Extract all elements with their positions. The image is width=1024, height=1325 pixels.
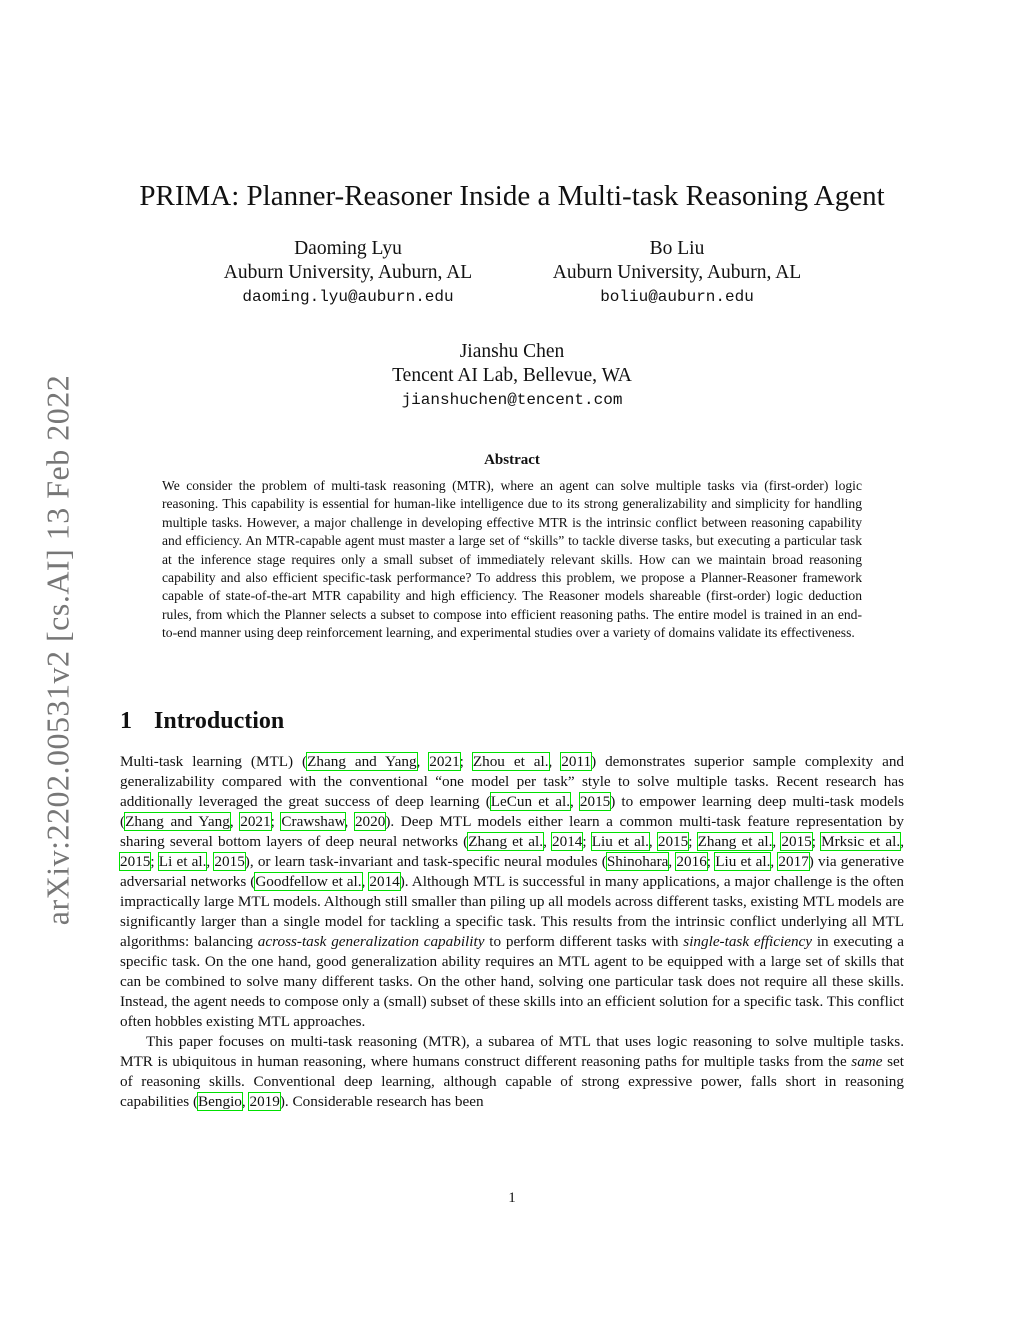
- citation-link[interactable]: Zhang et al.: [697, 833, 773, 850]
- citation-link[interactable]: LeCun et al.: [490, 793, 570, 810]
- text-run: ,: [772, 833, 782, 850]
- abstract-heading: Abstract: [484, 452, 540, 468]
- text-run: ,: [416, 753, 430, 770]
- author-affiliation: Auburn University, Auburn, AL: [223, 262, 473, 283]
- author-name: Bo Liu: [649, 238, 705, 259]
- citation-link[interactable]: 2015: [657, 833, 689, 850]
- author-name: Jianshu Chen: [459, 341, 565, 362]
- text-run: ;: [459, 753, 473, 770]
- text-run: ) to empower learning deep multi-task models (: [120, 793, 904, 830]
- citation-link[interactable]: Liu et al.: [715, 853, 771, 870]
- text-run: ,: [229, 813, 241, 830]
- citation-link[interactable]: Zhou et al.: [472, 753, 549, 770]
- author-email[interactable]: daoming.lyu@auburn.edu: [242, 288, 454, 306]
- text-run: ,: [648, 833, 658, 850]
- text-run: set of reasoning skills. Conventional deep learning, although capable of strong expressive power, falls short in reasoning capabilities (: [120, 1053, 904, 1110]
- text-run: ), or learn task-invariant and task-specific neural modules (: [244, 853, 607, 870]
- text-run: ;: [270, 813, 282, 830]
- text-run: ,: [570, 793, 580, 810]
- text-run: ,: [206, 853, 215, 870]
- citation-link[interactable]: 2021: [240, 813, 271, 830]
- text-run: ,: [900, 833, 904, 850]
- citation-link[interactable]: 2017: [778, 853, 809, 870]
- arxiv-identifier: arXiv:2202.00531v2 [cs.AI] 13 Feb 2022: [39, 374, 76, 926]
- citation-link[interactable]: Zhang et al.: [468, 833, 544, 850]
- citation-link[interactable]: Crawshaw: [281, 813, 345, 830]
- text-run: to perform different tasks with: [484, 933, 684, 950]
- text-run: ) demonstrates superior sample complexity and generalizability compared with the conventional “one model per task” style to solve multiple tasks. Recent research has additionally leveraged the great success of deep learning (: [120, 753, 905, 810]
- emphasis: single-task efficiency: [683, 933, 813, 950]
- page-number: 1: [508, 1190, 516, 1206]
- author-email[interactable]: boliu@auburn.edu: [600, 288, 754, 306]
- emphasis: across-task generalization capability: [257, 933, 485, 950]
- text-run: ;: [582, 833, 592, 850]
- text-run: ). Considerable research has been: [279, 1093, 484, 1110]
- abstract-text: We consider the problem of multi-task reasoning (MTR), where an agent can solve multiple tasks via (first-order) logic reasoning. This capability is essential for human-like intelligence due to its strong generalizability and simplicity for handling multiple tasks. However, a major challenge in developing effective MTR is the intrinsic conflict between reasoning capability and efficiency. An MTR-capable agent must master a large set of “skills” to tackle diverse tasks, but executing a particular task at the inference stage requires only a small subset of immediately relevant skills. How can we maintain broad reasoning capability and also efficient specific-task performance? To address this problem, we propose a Planner-Reasoner framework capable of state-of-the-art MTR capability and high efficiency. The Reasoner models shareable (first-order) logic deduction rules, from which the Planner selects a subset to compose into efficient reasoning paths. The entire model is trained in an end-to-end manner using deep reinforcement learning, and experimental studies over a variety of domains validate its effectiveness.: [162, 478, 862, 641]
- citation-link[interactable]: Zhang and Yang: [307, 753, 417, 770]
- text-run: ,: [241, 1093, 250, 1110]
- author-affiliation: Tencent AI Lab, Bellevue, WA: [392, 365, 632, 386]
- text-run: ;: [688, 833, 698, 850]
- author-email[interactable]: jianshuchen@tencent.com: [401, 391, 623, 409]
- citation-link[interactable]: 2019: [249, 1093, 280, 1110]
- text-run: This paper focuses on multi-task reasoning (MTR), a subarea of MTL that uses logic reasoning to solve multiple tasks. MTR is ubiquitous in human reasoning, where humans construct different reasoning paths for multiple tasks from the: [120, 1033, 904, 1070]
- citation-link[interactable]: 2016: [676, 853, 707, 870]
- text-run: Multi-task learning (MTL) (: [120, 753, 308, 770]
- author-block-2: [522, 237, 832, 309]
- text-run: ;: [150, 853, 159, 870]
- text-run: ). Deep MTL models either learn a common multi-task feature representation by sharing several bottom layers of deep neural networks (: [120, 813, 904, 850]
- citation-link[interactable]: 2020: [354, 813, 386, 830]
- paragraph-1: [120, 752, 904, 1032]
- emphasis: same: [851, 1053, 883, 1070]
- text-run: ;: [706, 853, 716, 870]
- citation-link[interactable]: Goodfellow et al.: [255, 873, 362, 890]
- text-run: ,: [361, 873, 370, 890]
- citation-link[interactable]: Liu et al.: [591, 833, 649, 850]
- citation-link[interactable]: 2014: [369, 873, 400, 890]
- citation-link[interactable]: Bengio: [198, 1093, 242, 1110]
- text-run: ). Although MTL is successful in many applications, a major challenge is the often impractically large MTL models. Although still smaller than piling up all models across different tasks, existing MTL models are significantly larger than a single model for tackling a specific task. This results from the intrinsic conflict underlying all MTL algorithms: balancing: [120, 873, 904, 950]
- section-heading: [120, 708, 284, 735]
- citation-link[interactable]: Mrksic et al.: [821, 833, 901, 850]
- section-title: Introduction: [154, 708, 285, 734]
- body-text: [120, 752, 904, 1112]
- citation-link[interactable]: Shinohara: [606, 853, 669, 870]
- text-run: ) via generative adversarial networks (: [120, 853, 905, 890]
- text-run: ,: [344, 813, 355, 830]
- citation-link[interactable]: 2014: [552, 833, 583, 850]
- citation-link[interactable]: 2015: [214, 853, 245, 870]
- citation-link[interactable]: 2021: [429, 753, 460, 770]
- citation-link[interactable]: 2011: [561, 753, 592, 770]
- text-run: ,: [770, 853, 779, 870]
- citation-link[interactable]: 2015: [120, 853, 151, 870]
- author-name: Daoming Lyu: [294, 238, 402, 259]
- citation-link[interactable]: 2015: [579, 793, 611, 810]
- section-number: 1: [120, 708, 132, 734]
- paper-title: PRIMA: Planner-Reasoner Inside a Multi-task Reasoning Agent: [139, 180, 885, 212]
- text-run: ,: [543, 833, 553, 850]
- text-run: ;: [811, 833, 822, 850]
- paragraph-2: [120, 1032, 904, 1112]
- author-affiliation: Auburn University, Auburn, AL: [552, 262, 802, 283]
- text-run: ,: [668, 853, 677, 870]
- citation-link[interactable]: Li et al.: [158, 853, 207, 870]
- citation-link[interactable]: 2015: [781, 833, 812, 850]
- citation-link[interactable]: Zhang and Yang: [125, 813, 230, 830]
- author-block-1: [190, 237, 506, 309]
- text-run: ,: [548, 753, 562, 770]
- author-block-3: [362, 340, 662, 412]
- text-run: in executing a specific task. On the one hand, good generalization ability requires an MTL agent to be equipped with a large set of skills that can be combined to solve many different tasks. On the other hand, solving one particular task does not require all these skills. Instead, the agent needs to compose only a (small) subset of these skills into an efficient solution for a specific task. This conflict often hobbles existing MTL approaches.: [120, 933, 904, 1030]
